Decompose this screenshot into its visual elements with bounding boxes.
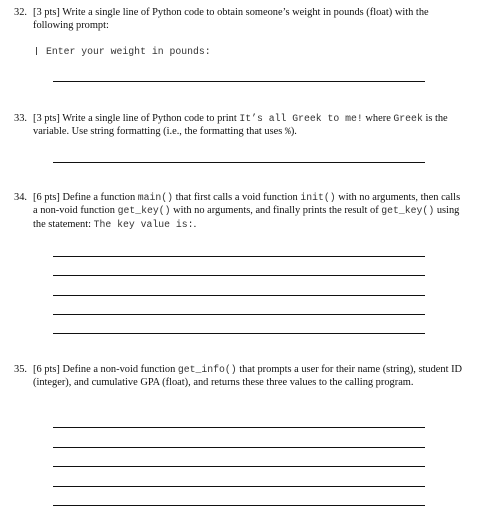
points: [3 pts] [33, 7, 60, 18]
text-segment: Write a single line of Python code to print [62, 113, 237, 124]
answer-line[interactable] [53, 81, 425, 82]
inline-code: It’s all Greek to me! [239, 113, 363, 124]
prompt-code-line [36, 45, 211, 58]
inline-code: % [284, 126, 291, 138]
question-35 [14, 363, 464, 390]
question-32 [14, 6, 464, 57]
points: [3 pts] [33, 113, 60, 124]
text-segment: using the statement: [33, 205, 460, 230]
points: [6 pts] [33, 364, 60, 375]
question-34 [14, 191, 464, 231]
answer-line[interactable] [53, 505, 425, 506]
answer-line[interactable] [53, 486, 425, 487]
inline-code: get_key() [117, 205, 171, 217]
question-number: 33. [14, 113, 27, 124]
answer-line[interactable] [53, 314, 425, 315]
question-number: 32. [14, 7, 27, 18]
prompt-code: Enter your weight in pounds: [46, 46, 211, 57]
question-text [33, 6, 464, 33]
points: [6 pts] [33, 192, 60, 203]
answer-line[interactable] [53, 256, 425, 257]
answer-line[interactable] [53, 275, 425, 276]
inline-code: get_key() [381, 205, 435, 217]
question-33 [14, 112, 464, 139]
question-number: 35. [14, 364, 27, 375]
inline-code: init() [300, 192, 336, 203]
inline-code: Greek [393, 113, 423, 124]
question-text [33, 112, 464, 139]
cursor-icon [36, 47, 37, 55]
text-segment: that first calls a void function [175, 192, 298, 203]
text-segment: ). [290, 126, 297, 138]
answer-line[interactable] [53, 447, 425, 448]
answer-line[interactable] [53, 466, 425, 467]
text-segment: with no arguments, and finally prints the result of [173, 205, 379, 217]
text-segment: is the variable. Use string formatting (i.e., the formatting that uses [33, 113, 448, 138]
answer-line[interactable] [53, 333, 425, 334]
answer-line[interactable] [53, 162, 425, 163]
text-segment: that prompts a user for their name (string), student ID (integer), and cumulative GPA (float), and returns these three values to the calling program. [33, 364, 463, 389]
inline-code: get_info() [177, 364, 237, 375]
text-segment: with no arguments, then calls a non-void function [33, 192, 461, 217]
answer-line[interactable] [53, 427, 425, 428]
text-segment: . [193, 218, 197, 230]
text-segment: where [365, 113, 391, 124]
text-segment: Define a non-void function [62, 364, 176, 375]
inline-code: main() [137, 192, 174, 203]
question-text [33, 191, 464, 231]
question-number: 34. [14, 192, 27, 203]
answer-line[interactable] [53, 295, 425, 296]
question-text [33, 363, 464, 390]
text-segment: Define a function [62, 192, 136, 203]
prompt-text: Write a single line of Python code to obtain someone’s weight in pounds (float) with the following prompt: [33, 7, 429, 32]
inline-code: The key value is: [93, 218, 194, 230]
